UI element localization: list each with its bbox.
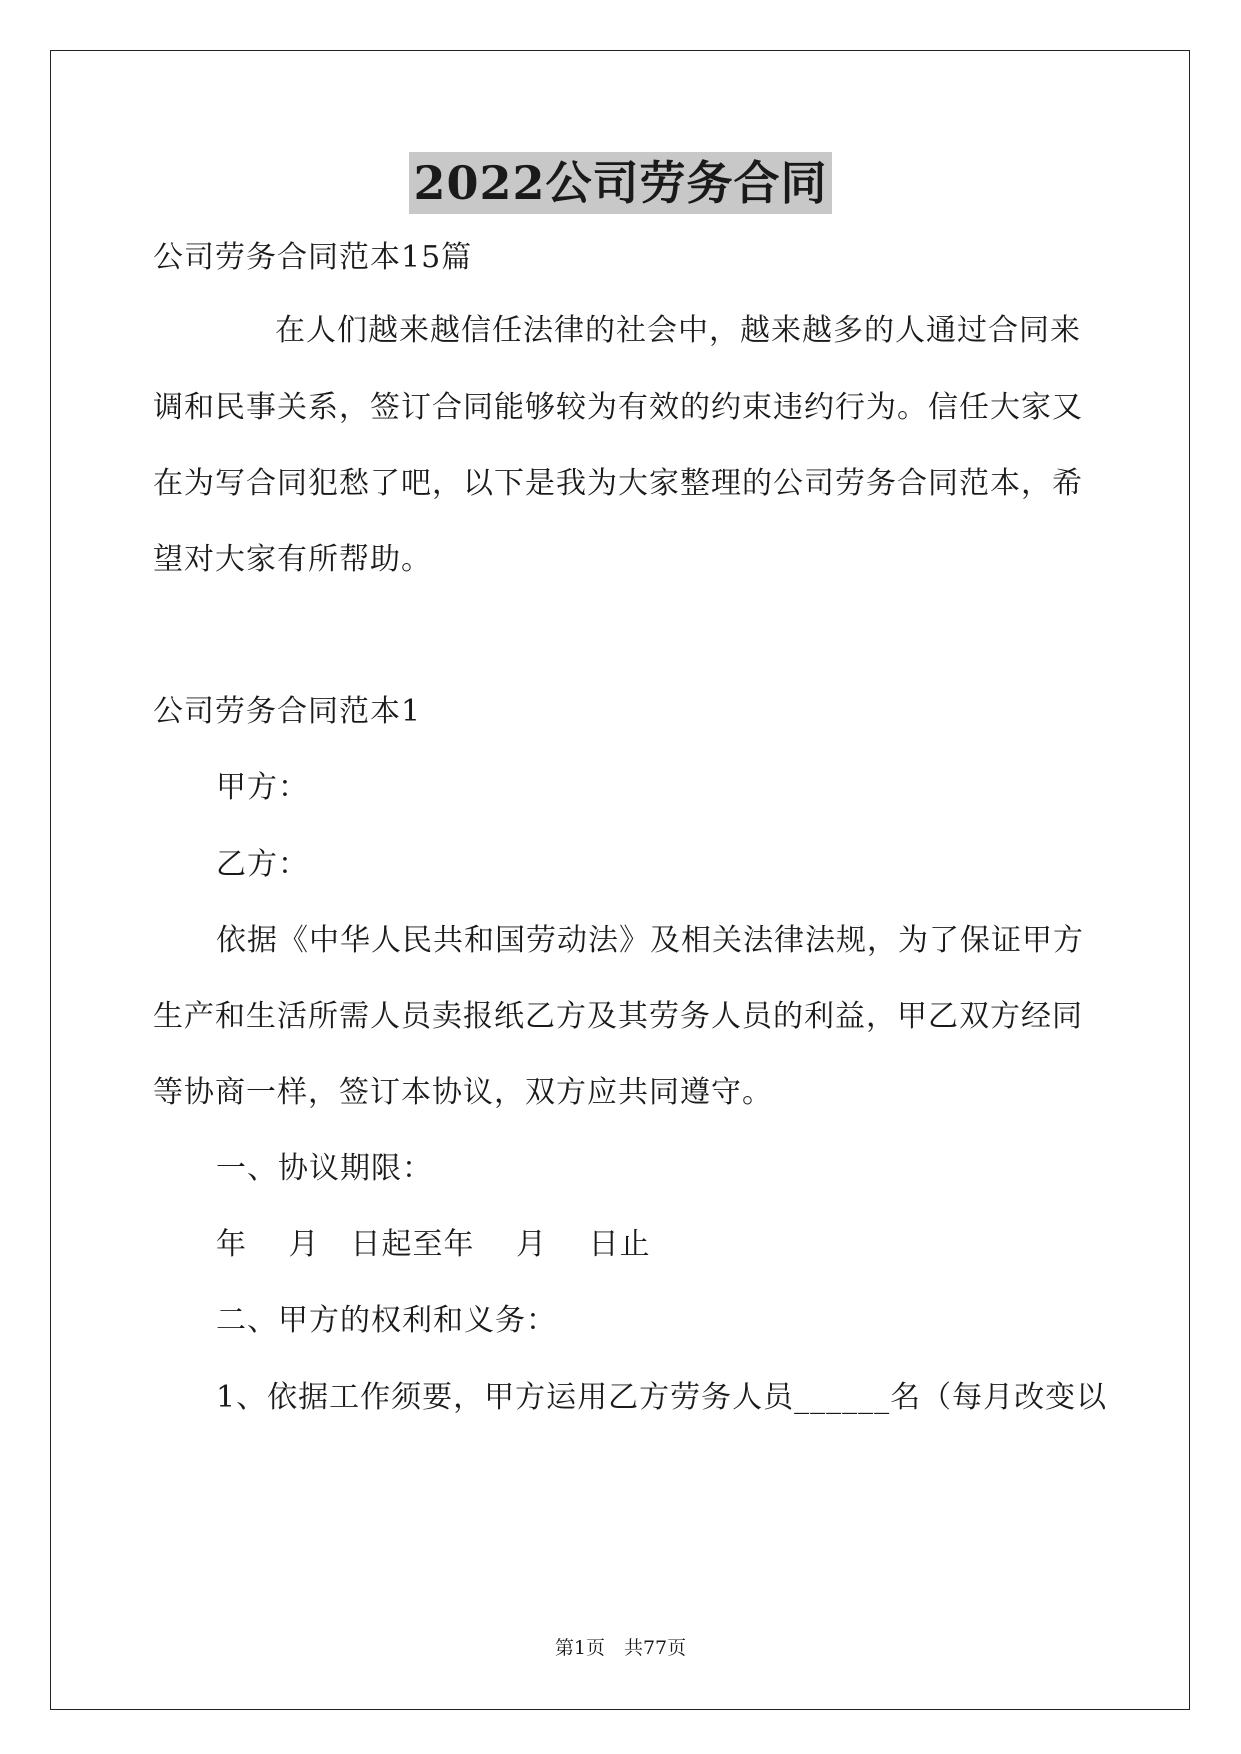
intro-line: 望对大家有所帮助。 [153,542,432,577]
document-title: 2022公司劳务合同 [409,152,831,214]
clause-1-text: 年 月 日起至年 月 日止 [216,1227,651,1262]
intro-line: 在为写合同犯愁了吧，以下是我为大家整理的公司劳务合同范本，希 [153,466,1083,501]
body-line: 等协商一样，签订本协议，双方应共同遵守。 [153,1075,773,1110]
clause-1-title: 一、协议期限： [216,1151,433,1186]
intro-line: 在人们越来越信任法律的社会中，越来越多的人通过合同来 [275,313,1081,348]
clause-2-title: 二、甲方的权利和义务： [216,1303,557,1338]
body-line: 依据《中华人民共和国劳动法》及相关法律法规，为了保证甲方 [216,923,1084,958]
subtitle: 公司劳务合同范本15篇 [153,240,473,275]
title-wrap [0,152,1241,214]
body-line: 生产和生活所需人员卖报纸乙方及其劳务人员的利益，甲乙双方经同 [153,999,1083,1034]
clause-2-item: 1、依据工作须要，甲方运用乙方劳务人员______名（每月改变以 [216,1380,1108,1415]
party-a-label: 甲方： [216,770,309,805]
party-b-label: 乙方： [216,847,309,882]
page-number: 第1页 共77页 [554,1637,687,1659]
intro-line: 调和民事关系，签订合同能够较为有效的约束违约行为。信任大家又 [153,390,1083,425]
section-title: 公司劳务合同范本1 [153,694,422,729]
